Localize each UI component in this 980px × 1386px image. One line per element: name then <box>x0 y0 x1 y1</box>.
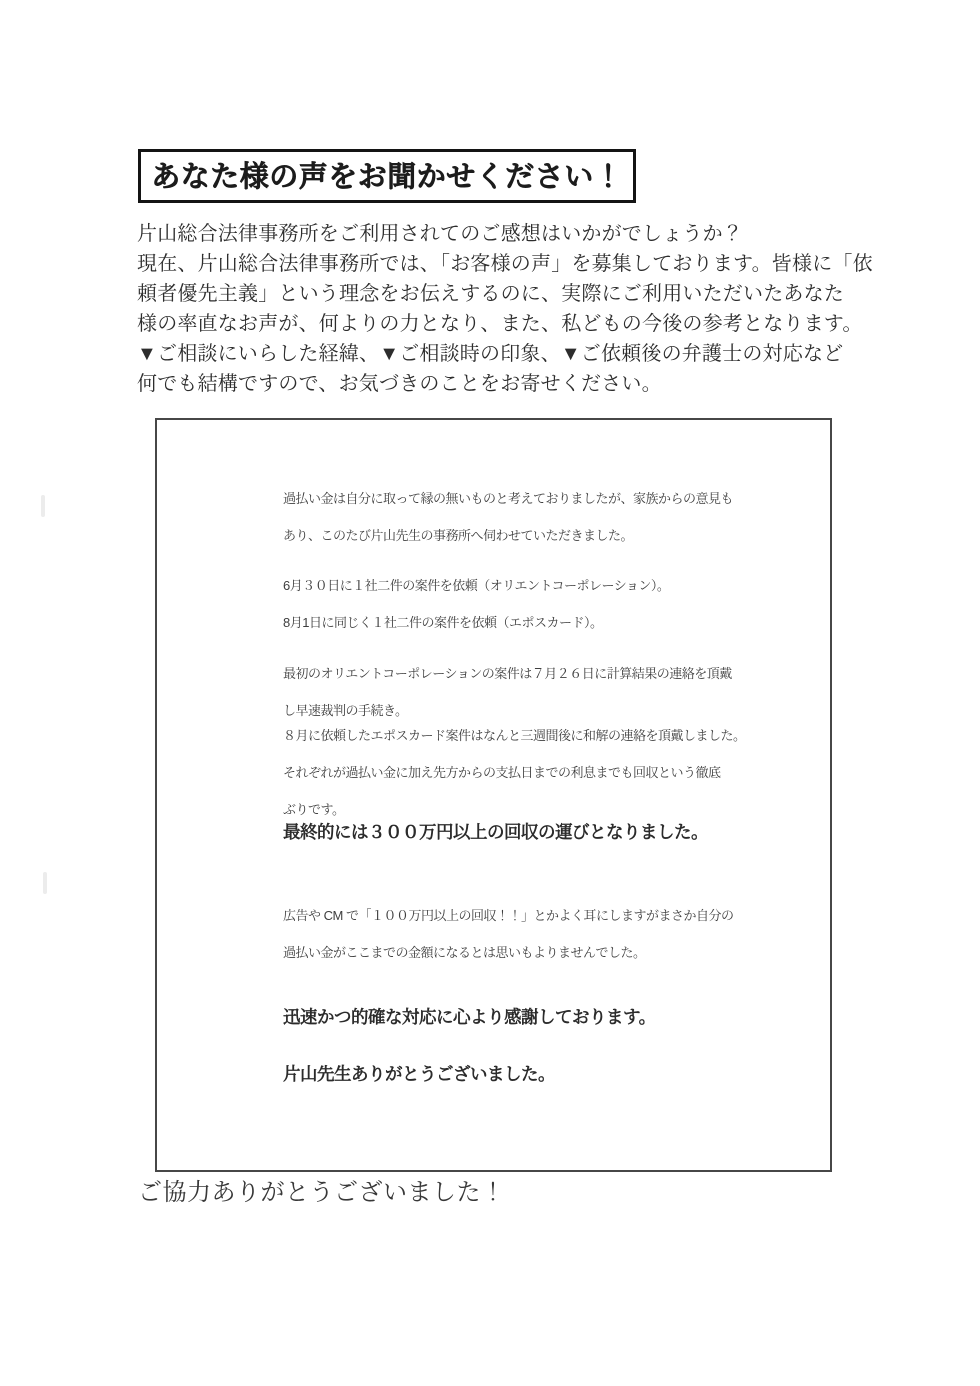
closing-note: ご協力ありがとうございました！ <box>138 1179 506 1206</box>
testimonial-line: 過払い金は自分に取って縁の無いものと考えておりましたが、家族からの意見も <box>283 491 734 506</box>
testimonial-highlight <box>283 999 656 1036</box>
intro-line: 現在、片山総合法律事務所では、「お客様の声」を募集しております。皆様に「依 <box>137 253 873 275</box>
scan-artifact <box>43 872 47 894</box>
intro-line: 何でも結構ですので、お気づきのことをお寄せください。 <box>137 373 662 395</box>
testimonial-paragraph <box>283 717 746 828</box>
testimonial-line: 広告や CM で「１００万円以上の回収！！」とかよく耳にしますがまさか自分の <box>283 908 734 923</box>
testimonial-line: 片山先生ありがとうございました。 <box>283 1064 555 1084</box>
testimonial-line: 迅速かつ的確な対応に心より感謝しております。 <box>283 1007 656 1027</box>
intro-line: 頼者優先主義」という理念をお伝えするのに、実際にご利用いただいたあなた <box>137 283 844 305</box>
testimonial-line: し早速裁判の手続き。 <box>283 703 408 718</box>
intro-line: 様の率直なお声が、何よりの力となり、また、私どもの今後の参考となります。 <box>137 313 863 335</box>
testimonial-paragraph <box>283 897 733 971</box>
testimonial-line: それぞれが過払い金に加え先方からの支払日までの利息までも回収という徹底 <box>283 765 721 780</box>
testimonial-line: あり、このたび片山先生の事務所へ伺わせていただきました。 <box>283 528 634 543</box>
testimonial-paragraph <box>283 480 733 554</box>
testimonial-line: 最初のオリエントコーポレーションの案件は７月２６日に計算結果の連絡を頂戴 <box>283 666 732 681</box>
testimonial-box <box>155 418 832 1172</box>
testimonial-line: 8月1日に同じく１社二件の案件を依頼（エポスカード）。 <box>283 615 603 630</box>
testimonial-paragraph <box>283 567 669 641</box>
page-title: あなた様の声をお聞かせください！ <box>138 149 636 203</box>
testimonial-line: ぶりです。 <box>283 802 345 817</box>
intro-line: 片山総合法律事務所をご利用されてのご感想はいかがでしょうか？ <box>137 223 743 245</box>
intro-paragraph <box>137 219 873 399</box>
testimonial-line: 最終的には３００万円以上の回収の運びとなりました。 <box>283 822 708 842</box>
testimonial-highlight <box>283 1056 555 1093</box>
intro-line: ▼ご相談にいらした経緯、▼ご相談時の印象、▼ご依頼後の弁護士の対応など <box>137 343 844 365</box>
scan-artifact <box>41 495 45 517</box>
testimonial-line: 6月３０日に１社二件の案件を依頼（オリエントコーポレーション）。 <box>283 578 670 593</box>
testimonial-line: 過払い金がここまでの金額になるとは思いもよりませんでした。 <box>283 945 646 960</box>
testimonial-highlight <box>283 814 708 851</box>
testimonial-line: ８月に依頼したエポスカード案件はなんと三週間後に和解の連絡を頂戴しました。 <box>283 728 746 743</box>
